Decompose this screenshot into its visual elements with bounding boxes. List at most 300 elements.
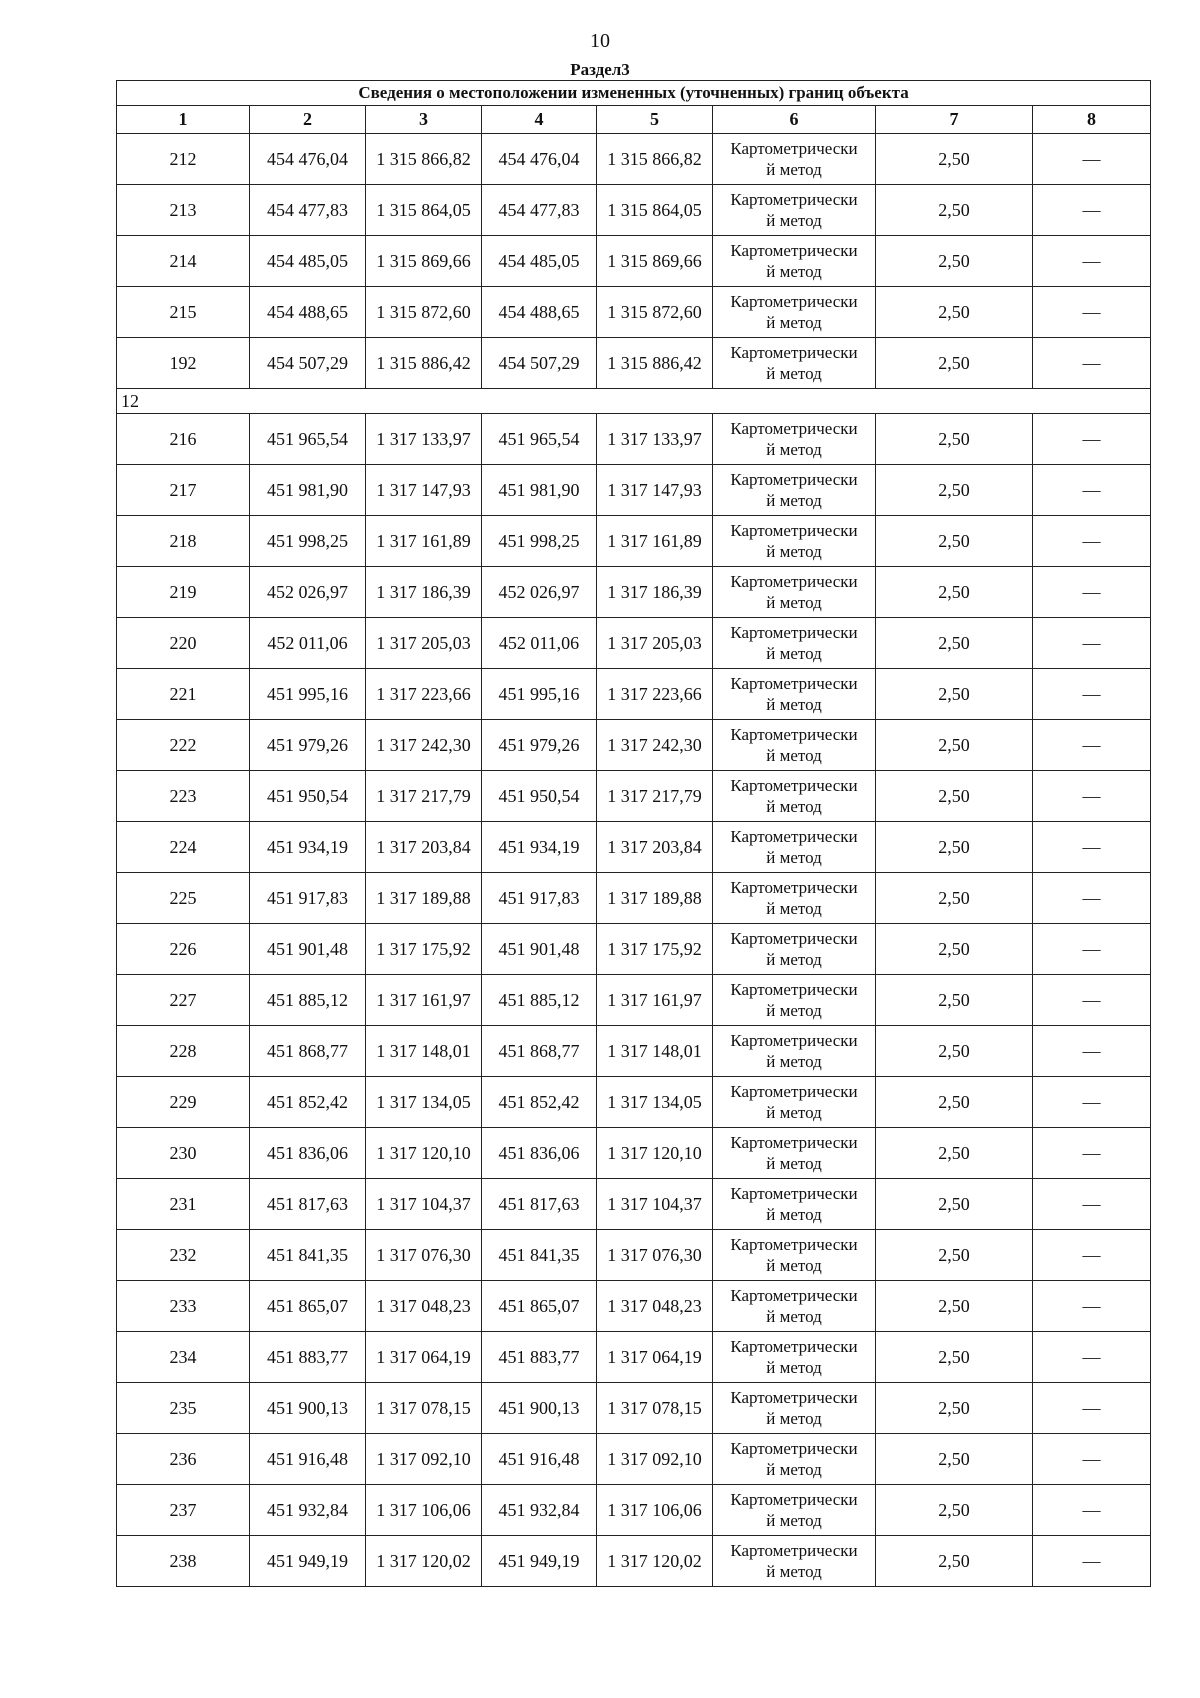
table-row	[117, 720, 1151, 771]
method-line2: й метод	[766, 440, 822, 459]
method-cell	[713, 1434, 876, 1485]
accuracy-cell: 2,50	[876, 1281, 1033, 1332]
method-line1: Картометрически	[730, 878, 858, 897]
point-number-cell: 235	[117, 1383, 250, 1434]
table-row	[117, 414, 1151, 465]
method-line1: Картометрически	[730, 419, 858, 438]
coord-y-old-cell: 1 315 866,82	[366, 134, 482, 185]
description-cell: —	[1033, 465, 1151, 516]
accuracy-cell: 2,50	[876, 236, 1033, 287]
coord-x-new-cell: 451 934,19	[482, 822, 597, 873]
method-line1: Картометрически	[730, 1337, 858, 1356]
method-line1: Картометрически	[730, 980, 858, 999]
description-cell: —	[1033, 134, 1151, 185]
coord-y-old-cell: 1 317 120,02	[366, 1536, 482, 1587]
coord-y-new-cell: 1 317 120,10	[597, 1128, 713, 1179]
coord-x-new-cell: 454 476,04	[482, 134, 597, 185]
method-line2: й метод	[766, 211, 822, 230]
table-row	[117, 185, 1151, 236]
coord-y-old-cell: 1 315 864,05	[366, 185, 482, 236]
method-cell	[713, 1128, 876, 1179]
point-number-cell: 221	[117, 669, 250, 720]
point-number-cell: 219	[117, 567, 250, 618]
accuracy-cell: 2,50	[876, 1332, 1033, 1383]
description-cell: —	[1033, 618, 1151, 669]
accuracy-cell: 2,50	[876, 975, 1033, 1026]
coord-x-old-cell: 451 883,77	[250, 1332, 366, 1383]
description-cell: —	[1033, 975, 1151, 1026]
description-cell: —	[1033, 1179, 1151, 1230]
coord-y-old-cell: 1 317 148,01	[366, 1026, 482, 1077]
method-cell	[713, 134, 876, 185]
coord-y-old-cell: 1 315 872,60	[366, 287, 482, 338]
table-row	[117, 1383, 1151, 1434]
method-cell	[713, 1332, 876, 1383]
accuracy-cell: 2,50	[876, 414, 1033, 465]
method-cell	[713, 1485, 876, 1536]
coord-x-old-cell: 451 868,77	[250, 1026, 366, 1077]
method-line2: й метод	[766, 1511, 822, 1530]
coord-y-new-cell: 1 317 064,19	[597, 1332, 713, 1383]
description-cell: —	[1033, 1485, 1151, 1536]
coord-x-new-cell: 451 852,42	[482, 1077, 597, 1128]
method-line1: Картометрически	[730, 1235, 858, 1254]
coord-x-new-cell: 451 995,16	[482, 669, 597, 720]
group-label: 12	[117, 389, 1151, 414]
coord-y-new-cell: 1 317 078,15	[597, 1383, 713, 1434]
table-row	[117, 873, 1151, 924]
coord-y-old-cell: 1 315 869,66	[366, 236, 482, 287]
column-number: 5	[597, 106, 713, 134]
coord-x-new-cell: 451 883,77	[482, 1332, 597, 1383]
method-cell	[713, 822, 876, 873]
coord-y-old-cell: 1 317 242,30	[366, 720, 482, 771]
table-caption-row	[117, 81, 1151, 106]
method-line1: Картометрически	[730, 521, 858, 540]
method-line2: й метод	[766, 1256, 822, 1275]
method-line2: й метод	[766, 364, 822, 383]
coord-y-new-cell: 1 317 175,92	[597, 924, 713, 975]
coord-x-old-cell: 451 852,42	[250, 1077, 366, 1128]
coord-x-new-cell: 451 865,07	[482, 1281, 597, 1332]
coord-y-old-cell: 1 317 175,92	[366, 924, 482, 975]
coord-x-old-cell: 451 995,16	[250, 669, 366, 720]
coord-x-old-cell: 451 900,13	[250, 1383, 366, 1434]
coord-y-new-cell: 1 315 886,42	[597, 338, 713, 389]
point-number-cell: 224	[117, 822, 250, 873]
method-cell	[713, 1077, 876, 1128]
description-cell: —	[1033, 236, 1151, 287]
method-line2: й метод	[766, 262, 822, 281]
method-line2: й метод	[766, 1562, 822, 1581]
coord-x-old-cell: 451 885,12	[250, 975, 366, 1026]
coord-y-new-cell: 1 317 217,79	[597, 771, 713, 822]
coord-x-new-cell: 451 900,13	[482, 1383, 597, 1434]
table-row	[117, 1281, 1151, 1332]
method-line1: Картометрически	[730, 1439, 858, 1458]
table-row	[117, 338, 1151, 389]
method-line1: Картометрически	[730, 1541, 858, 1560]
column-number: 4	[482, 106, 597, 134]
description-cell: —	[1033, 1281, 1151, 1332]
table-row	[117, 924, 1151, 975]
accuracy-cell: 2,50	[876, 771, 1033, 822]
description-cell: —	[1033, 771, 1151, 822]
coord-x-old-cell: 451 817,63	[250, 1179, 366, 1230]
method-line1: Картометрически	[730, 725, 858, 744]
table-caption: Сведения о местоположении измененных (уточненных) границ объекта	[117, 81, 1151, 106]
coord-y-old-cell: 1 317 092,10	[366, 1434, 482, 1485]
point-number-cell: 238	[117, 1536, 250, 1587]
method-cell	[713, 185, 876, 236]
method-line2: й метод	[766, 593, 822, 612]
coord-y-new-cell: 1 315 866,82	[597, 134, 713, 185]
description-cell: —	[1033, 1128, 1151, 1179]
column-number: 7	[876, 106, 1033, 134]
table-row	[117, 1434, 1151, 1485]
method-line1: Картометрически	[730, 674, 858, 693]
coord-y-new-cell: 1 317 104,37	[597, 1179, 713, 1230]
method-line2: й метод	[766, 695, 822, 714]
coord-x-new-cell: 452 026,97	[482, 567, 597, 618]
coord-y-new-cell: 1 317 147,93	[597, 465, 713, 516]
coord-y-new-cell: 1 317 189,88	[597, 873, 713, 924]
coord-y-old-cell: 1 317 133,97	[366, 414, 482, 465]
method-cell	[713, 465, 876, 516]
method-line2: й метод	[766, 1103, 822, 1122]
accuracy-cell: 2,50	[876, 1383, 1033, 1434]
coord-y-old-cell: 1 317 147,93	[366, 465, 482, 516]
accuracy-cell: 2,50	[876, 516, 1033, 567]
coord-x-old-cell: 451 949,19	[250, 1536, 366, 1587]
coord-x-old-cell: 451 901,48	[250, 924, 366, 975]
method-line1: Картометрически	[730, 929, 858, 948]
method-cell	[713, 1281, 876, 1332]
coord-y-new-cell: 1 315 872,60	[597, 287, 713, 338]
coord-y-new-cell: 1 317 186,39	[597, 567, 713, 618]
coord-x-new-cell: 454 477,83	[482, 185, 597, 236]
coord-x-old-cell: 454 477,83	[250, 185, 366, 236]
coord-y-old-cell: 1 317 104,37	[366, 1179, 482, 1230]
method-line2: й метод	[766, 746, 822, 765]
coord-y-old-cell: 1 317 186,39	[366, 567, 482, 618]
method-line2: й метод	[766, 491, 822, 510]
accuracy-cell: 2,50	[876, 287, 1033, 338]
accuracy-cell: 2,50	[876, 822, 1033, 873]
table-row	[117, 1179, 1151, 1230]
coord-x-old-cell: 451 965,54	[250, 414, 366, 465]
point-number-cell: 218	[117, 516, 250, 567]
method-cell	[713, 924, 876, 975]
description-cell: —	[1033, 1434, 1151, 1485]
point-number-cell: 233	[117, 1281, 250, 1332]
coord-y-old-cell: 1 317 203,84	[366, 822, 482, 873]
coord-y-old-cell: 1 317 076,30	[366, 1230, 482, 1281]
accuracy-cell: 2,50	[876, 567, 1033, 618]
method-cell	[713, 618, 876, 669]
coord-x-old-cell: 451 934,19	[250, 822, 366, 873]
point-number-cell: 234	[117, 1332, 250, 1383]
accuracy-cell: 2,50	[876, 873, 1033, 924]
method-line1: Картометрически	[730, 1082, 858, 1101]
table-row	[117, 822, 1151, 873]
accuracy-cell: 2,50	[876, 1026, 1033, 1077]
coord-x-new-cell: 451 950,54	[482, 771, 597, 822]
coord-y-new-cell: 1 317 161,97	[597, 975, 713, 1026]
method-line2: й метод	[766, 313, 822, 332]
coord-y-old-cell: 1 317 223,66	[366, 669, 482, 720]
point-number-cell: 214	[117, 236, 250, 287]
coord-x-old-cell: 451 979,26	[250, 720, 366, 771]
coord-x-new-cell: 451 817,63	[482, 1179, 597, 1230]
coord-x-new-cell: 451 868,77	[482, 1026, 597, 1077]
method-cell	[713, 338, 876, 389]
method-cell	[713, 1179, 876, 1230]
method-line1: Картометрически	[730, 1184, 858, 1203]
method-line1: Картометрически	[730, 1388, 858, 1407]
point-number-cell: 225	[117, 873, 250, 924]
coord-x-new-cell: 454 485,05	[482, 236, 597, 287]
method-line1: Картометрически	[730, 190, 858, 209]
coord-x-new-cell: 454 488,65	[482, 287, 597, 338]
coord-y-new-cell: 1 317 148,01	[597, 1026, 713, 1077]
column-numbers-row	[117, 106, 1151, 134]
coord-y-new-cell: 1 315 869,66	[597, 236, 713, 287]
column-number: 6	[713, 106, 876, 134]
description-cell: —	[1033, 567, 1151, 618]
method-line2: й метод	[766, 160, 822, 179]
method-line1: Картометрически	[730, 827, 858, 846]
point-number-cell: 192	[117, 338, 250, 389]
method-line1: Картометрически	[730, 1286, 858, 1305]
coord-x-new-cell: 451 916,48	[482, 1434, 597, 1485]
point-number-cell: 212	[117, 134, 250, 185]
accuracy-cell: 2,50	[876, 465, 1033, 516]
method-cell	[713, 669, 876, 720]
description-cell: —	[1033, 1536, 1151, 1587]
coord-x-new-cell: 451 998,25	[482, 516, 597, 567]
description-cell: —	[1033, 414, 1151, 465]
method-cell	[713, 771, 876, 822]
method-cell	[713, 1026, 876, 1077]
description-cell: —	[1033, 1383, 1151, 1434]
column-number: 3	[366, 106, 482, 134]
coord-x-old-cell: 451 998,25	[250, 516, 366, 567]
coord-y-old-cell: 1 317 205,03	[366, 618, 482, 669]
coord-x-new-cell: 451 885,12	[482, 975, 597, 1026]
coord-x-old-cell: 454 507,29	[250, 338, 366, 389]
coord-y-old-cell: 1 317 064,19	[366, 1332, 482, 1383]
description-cell: —	[1033, 185, 1151, 236]
method-cell	[713, 1536, 876, 1587]
method-line1: Картометрически	[730, 470, 858, 489]
accuracy-cell: 2,50	[876, 720, 1033, 771]
method-line1: Картометрически	[730, 1490, 858, 1509]
coord-y-new-cell: 1 317 092,10	[597, 1434, 713, 1485]
coord-x-new-cell: 451 901,48	[482, 924, 597, 975]
coord-y-new-cell: 1 317 203,84	[597, 822, 713, 873]
method-line1: Картометрически	[730, 343, 858, 362]
coord-y-new-cell: 1 317 134,05	[597, 1077, 713, 1128]
coord-x-new-cell: 452 011,06	[482, 618, 597, 669]
method-cell	[713, 236, 876, 287]
coord-y-old-cell: 1 317 217,79	[366, 771, 482, 822]
table-row	[117, 1230, 1151, 1281]
table-row	[117, 618, 1151, 669]
method-line2: й метод	[766, 1460, 822, 1479]
coord-x-old-cell: 451 841,35	[250, 1230, 366, 1281]
point-number-cell: 231	[117, 1179, 250, 1230]
point-number-cell: 228	[117, 1026, 250, 1077]
point-number-cell: 229	[117, 1077, 250, 1128]
table-row	[117, 1485, 1151, 1536]
coord-y-new-cell: 1 317 205,03	[597, 618, 713, 669]
description-cell: —	[1033, 924, 1151, 975]
coord-x-new-cell: 451 981,90	[482, 465, 597, 516]
point-number-cell: 226	[117, 924, 250, 975]
accuracy-cell: 2,50	[876, 1536, 1033, 1587]
coord-y-new-cell: 1 317 076,30	[597, 1230, 713, 1281]
coord-y-old-cell: 1 317 048,23	[366, 1281, 482, 1332]
method-cell	[713, 567, 876, 618]
coord-y-old-cell: 1 317 161,89	[366, 516, 482, 567]
coord-y-old-cell: 1 317 120,10	[366, 1128, 482, 1179]
method-line1: Картометрически	[730, 1031, 858, 1050]
coord-x-old-cell: 454 476,04	[250, 134, 366, 185]
coord-x-old-cell: 451 865,07	[250, 1281, 366, 1332]
method-cell	[713, 1383, 876, 1434]
method-line2: й метод	[766, 542, 822, 561]
table-row	[117, 287, 1151, 338]
table-row	[117, 1077, 1151, 1128]
description-cell: —	[1033, 1077, 1151, 1128]
table-row	[117, 669, 1151, 720]
method-cell	[713, 287, 876, 338]
method-line1: Картометрически	[730, 241, 858, 260]
method-line2: й метод	[766, 848, 822, 867]
coord-x-new-cell: 451 932,84	[482, 1485, 597, 1536]
point-number-cell: 230	[117, 1128, 250, 1179]
method-cell	[713, 873, 876, 924]
method-line2: й метод	[766, 1307, 822, 1326]
coord-x-new-cell: 451 917,83	[482, 873, 597, 924]
table-row	[117, 567, 1151, 618]
point-number-cell: 232	[117, 1230, 250, 1281]
description-cell: —	[1033, 1332, 1151, 1383]
coord-x-old-cell: 451 950,54	[250, 771, 366, 822]
point-number-cell: 220	[117, 618, 250, 669]
coord-x-new-cell: 451 979,26	[482, 720, 597, 771]
method-cell	[713, 414, 876, 465]
point-number-cell: 213	[117, 185, 250, 236]
method-line2: й метод	[766, 1154, 822, 1173]
accuracy-cell: 2,50	[876, 618, 1033, 669]
coord-x-new-cell: 454 507,29	[482, 338, 597, 389]
accuracy-cell: 2,50	[876, 1230, 1033, 1281]
method-cell	[713, 720, 876, 771]
point-number-cell: 222	[117, 720, 250, 771]
point-number-cell: 216	[117, 414, 250, 465]
method-line1: Картометрически	[730, 623, 858, 642]
method-line2: й метод	[766, 797, 822, 816]
coord-x-old-cell: 452 011,06	[250, 618, 366, 669]
coord-x-old-cell: 451 836,06	[250, 1128, 366, 1179]
coord-y-new-cell: 1 317 133,97	[597, 414, 713, 465]
coord-x-old-cell: 454 488,65	[250, 287, 366, 338]
method-line2: й метод	[766, 644, 822, 663]
accuracy-cell: 2,50	[876, 338, 1033, 389]
description-cell: —	[1033, 873, 1151, 924]
coord-y-new-cell: 1 317 242,30	[597, 720, 713, 771]
point-number-cell: 223	[117, 771, 250, 822]
method-line1: Картометрически	[730, 776, 858, 795]
description-cell: —	[1033, 516, 1151, 567]
point-number-cell: 227	[117, 975, 250, 1026]
method-cell	[713, 1230, 876, 1281]
accuracy-cell: 2,50	[876, 134, 1033, 185]
column-number: 1	[117, 106, 250, 134]
accuracy-cell: 2,50	[876, 1485, 1033, 1536]
coord-x-new-cell: 451 949,19	[482, 1536, 597, 1587]
coord-y-new-cell: 1 317 106,06	[597, 1485, 713, 1536]
coord-x-old-cell: 451 932,84	[250, 1485, 366, 1536]
column-number: 2	[250, 106, 366, 134]
method-line2: й метод	[766, 1358, 822, 1377]
method-line2: й метод	[766, 1001, 822, 1020]
method-line2: й метод	[766, 950, 822, 969]
point-number-cell: 217	[117, 465, 250, 516]
table-row	[117, 465, 1151, 516]
method-line2: й метод	[766, 1052, 822, 1071]
method-line2: й метод	[766, 1409, 822, 1428]
description-cell: —	[1033, 669, 1151, 720]
section-title: Раздел3	[570, 60, 630, 79]
method-line2: й метод	[766, 1205, 822, 1224]
coord-x-old-cell: 454 485,05	[250, 236, 366, 287]
column-number: 8	[1033, 106, 1151, 134]
table-row	[117, 516, 1151, 567]
method-line1: Картометрически	[730, 1133, 858, 1152]
coord-y-old-cell: 1 317 078,15	[366, 1383, 482, 1434]
table-row	[117, 975, 1151, 1026]
description-cell: —	[1033, 287, 1151, 338]
coord-y-new-cell: 1 317 223,66	[597, 669, 713, 720]
description-cell: —	[1033, 822, 1151, 873]
coord-y-new-cell: 1 317 161,89	[597, 516, 713, 567]
accuracy-cell: 2,50	[876, 1128, 1033, 1179]
boundary-coordinates-table	[116, 80, 1151, 1587]
description-cell: —	[1033, 1230, 1151, 1281]
coord-y-new-cell: 1 315 864,05	[597, 185, 713, 236]
method-line1: Картометрически	[730, 572, 858, 591]
coord-x-old-cell: 452 026,97	[250, 567, 366, 618]
table-row	[117, 236, 1151, 287]
accuracy-cell: 2,50	[876, 1434, 1033, 1485]
coord-y-new-cell: 1 317 048,23	[597, 1281, 713, 1332]
accuracy-cell: 2,50	[876, 924, 1033, 975]
group-row	[117, 389, 1151, 414]
table-row	[117, 134, 1151, 185]
table-row	[117, 771, 1151, 822]
accuracy-cell: 2,50	[876, 669, 1033, 720]
table-row	[117, 1026, 1151, 1077]
point-number-cell: 215	[117, 287, 250, 338]
accuracy-cell: 2,50	[876, 1179, 1033, 1230]
coord-x-new-cell: 451 841,35	[482, 1230, 597, 1281]
coord-x-old-cell: 451 981,90	[250, 465, 366, 516]
description-cell: —	[1033, 338, 1151, 389]
table-row	[117, 1128, 1151, 1179]
